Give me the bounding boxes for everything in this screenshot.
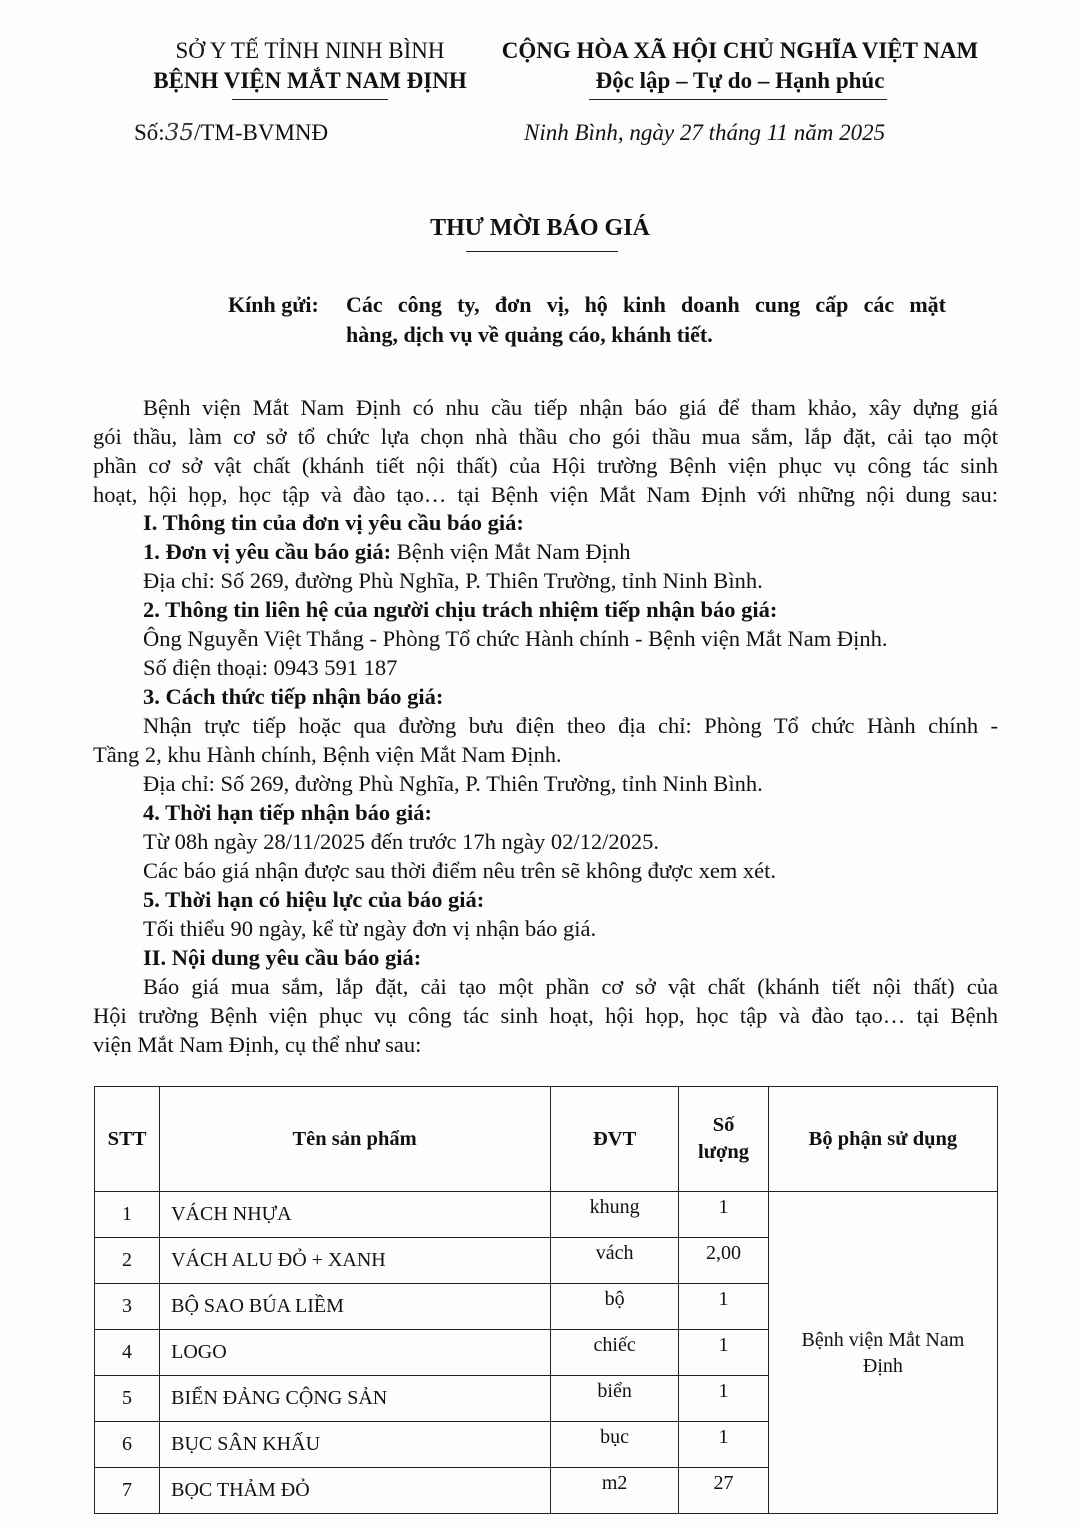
sections <box>93 508 998 1059</box>
cell-qty: 27 <box>679 1468 769 1514</box>
section-1-1-address: Địa chỉ: Số 269, đường Phù Nghĩa, P. Thiên Trường, tỉnh Ninh Bình. <box>143 568 763 593</box>
section-1-3-address: Địa chỉ: Số 269, đường Phù Nghĩa, P. Thiên Trường, tỉnh Ninh Bình. <box>143 771 763 796</box>
cell-stt: 6 <box>95 1422 160 1468</box>
issuer-parent: SỞ Y TẾ TỈNH NINH BÌNH <box>175 38 445 63</box>
cell-dept-line-1: Bệnh viện Mắt Nam <box>801 1328 965 1351</box>
col-header-stt: STT <box>95 1087 160 1192</box>
cell-stt: 7 <box>95 1468 160 1514</box>
col-header-qty <box>679 1087 769 1192</box>
cell-stt: 3 <box>95 1284 160 1330</box>
section-1-title: I. Thông tin của đơn vị yêu cầu báo giá: <box>143 510 524 535</box>
cell-stt: 2 <box>95 1238 160 1284</box>
cell-unit: biển <box>551 1376 679 1422</box>
intro-paragraph <box>93 393 998 509</box>
section-1-3-line-2: Tầng 2, khu Hành chính, Bệnh viện Mắt Nam Định. <box>93 742 562 767</box>
section-1-4-title: 4. Thời hạn tiếp nhận báo giá: <box>143 800 433 825</box>
cell-name: BIỂN ĐẢNG CỘNG SẢN <box>160 1376 551 1422</box>
col-header-name: Tên sản phẩm <box>160 1087 551 1192</box>
section-1-3-title: 3. Cách thức tiếp nhận báo giá: <box>143 684 444 709</box>
cell-qty: 1 <box>679 1192 769 1238</box>
recipient-line-2: hàng, dịch vụ về quảng cáo, khánh tiết. <box>346 322 713 347</box>
cell-unit: m2 <box>551 1468 679 1514</box>
recipient-label: Kính gửi: <box>228 292 319 317</box>
intro-line-2: gói thầu, làm cơ sở tổ chức lựa chọn nhà thầu cho gói thầu mua sắm, lắp đặt, cải tạo một <box>93 424 998 449</box>
intro-line-3: phần cơ sở vật chất (khánh tiết nội thất) của Hội trường Bệnh viện phục vụ công tác sinh <box>93 453 998 478</box>
section-1-5-line-1: Tối thiểu 90 ngày, kể từ ngày đơn vị nhận báo giá. <box>143 916 597 941</box>
cell-dept-line-2: Định <box>862 1354 903 1377</box>
section-2-line-1: Báo giá mua sắm, lắp đặt, cải tạo một phần cơ sở vật chất (khánh tiết nội thất) của <box>143 974 998 999</box>
table-header-row <box>95 1087 998 1192</box>
cell-unit: vách <box>551 1238 679 1284</box>
recipient-line-1: Các công ty, đơn vị, hộ kinh doanh cung cấp các mặt <box>346 292 946 317</box>
quotation-items-table <box>94 1086 998 1514</box>
cell-stt: 1 <box>95 1192 160 1238</box>
col-header-unit: ĐVT <box>551 1087 679 1192</box>
national-motto: Độc lập – Tự do – Hạnh phúc <box>595 68 885 93</box>
title-underline <box>466 251 618 252</box>
section-1-1 <box>93 537 998 566</box>
issuer-underline <box>232 99 388 100</box>
cell-stt: 5 <box>95 1376 160 1422</box>
section-1-2-title: 2. Thông tin liên hệ của người chịu trách nhiệm tiếp nhận báo giá: <box>143 597 778 622</box>
issue-date: Ninh Bình, ngày 27 tháng 11 năm 2025 <box>524 120 886 145</box>
reference-prefix: Số: <box>134 120 165 145</box>
reference-handwritten-number: 35 <box>164 120 194 146</box>
cell-qty: 1 <box>679 1330 769 1376</box>
section-1-4-line-1: Từ 08h ngày 28/11/2025 đến trước 17h ngày 02/12/2025. <box>143 829 660 854</box>
section-1-1-value: Bệnh viện Mắt Nam Định <box>391 539 631 564</box>
national-title: CỘNG HÒA XÃ HỘI CHỦ NGHĨA VIỆT NAM <box>501 38 979 63</box>
cell-unit: khung <box>551 1192 679 1238</box>
section-1-2-phone: Số điện thoại: 0943 591 187 <box>143 655 398 680</box>
intro-line-4: hoạt, hội họp, học tập và đào tạo… tại Bệnh viện Mắt Nam Định với những nội dung sau: <box>93 482 998 507</box>
col-header-qty-line-1: Số <box>712 1114 735 1136</box>
cell-name: LOGO <box>160 1330 551 1376</box>
reference-number <box>134 120 328 146</box>
cell-name: VÁCH NHỰA <box>160 1192 551 1238</box>
cell-unit: chiếc <box>551 1330 679 1376</box>
cell-name: BỤC SÂN KHẤU <box>160 1422 551 1468</box>
document-title: THƯ MỜI BÁO GIÁ <box>430 215 650 241</box>
section-1-1-label: 1. Đơn vị yêu cầu báo giá: <box>143 539 392 564</box>
cell-unit: bục <box>551 1422 679 1468</box>
section-1-5-title: 5. Thời hạn có hiệu lực của báo giá: <box>143 887 485 912</box>
cell-qty: 1 <box>679 1284 769 1330</box>
col-header-dept: Bộ phận sử dụng <box>768 1087 997 1192</box>
col-header-qty-line-2: lượng <box>698 1141 750 1163</box>
section-1-4-line-2: Các báo giá nhận được sau thời điểm nêu trên sẽ không được xem xét. <box>143 858 777 883</box>
cell-dept <box>768 1192 997 1514</box>
cell-name: BỌC THẢM ĐỎ <box>160 1468 551 1514</box>
motto-underline <box>589 99 887 100</box>
section-1-2-person: Ông Nguyễn Việt Thắng - Phòng Tổ chức Hành chính - Bệnh viện Mắt Nam Định. <box>143 626 888 651</box>
cell-name: BỘ SAO BÚA LIỀM <box>160 1284 551 1330</box>
section-2-title: II. Nội dung yêu cầu báo giá: <box>143 945 422 970</box>
issuer-name: BỆNH VIỆN MẮT NAM ĐỊNH <box>153 68 467 93</box>
reference-suffix: /TM-BVMNĐ <box>193 120 329 145</box>
issuer-block <box>90 36 530 96</box>
cell-unit: bộ <box>551 1284 679 1330</box>
section-1-3-line-1: Nhận trực tiếp hoặc qua đường bưu điện theo địa chỉ: Phòng Tổ chức Hành chính - <box>143 713 998 738</box>
cell-stt: 4 <box>95 1330 160 1376</box>
intro-line-1: Bệnh viện Mắt Nam Định có nhu cầu tiếp nhận báo giá để tham khảo, xây dựng giá <box>143 395 998 420</box>
national-header <box>480 36 1000 96</box>
cell-name: VÁCH ALU ĐỎ + XANH <box>160 1238 551 1284</box>
cell-qty: 1 <box>679 1376 769 1422</box>
cell-qty: 1 <box>679 1422 769 1468</box>
cell-qty: 2,00 <box>679 1238 769 1284</box>
section-2-line-3: viện Mắt Nam Định, cụ thể như sau: <box>93 1032 422 1057</box>
section-2-line-2: Hội trường Bệnh viện phục vụ công tác sinh hoạt, hội họp, học tập và đào tạo… tại Bệnh <box>93 1003 998 1028</box>
table-row <box>95 1192 998 1238</box>
